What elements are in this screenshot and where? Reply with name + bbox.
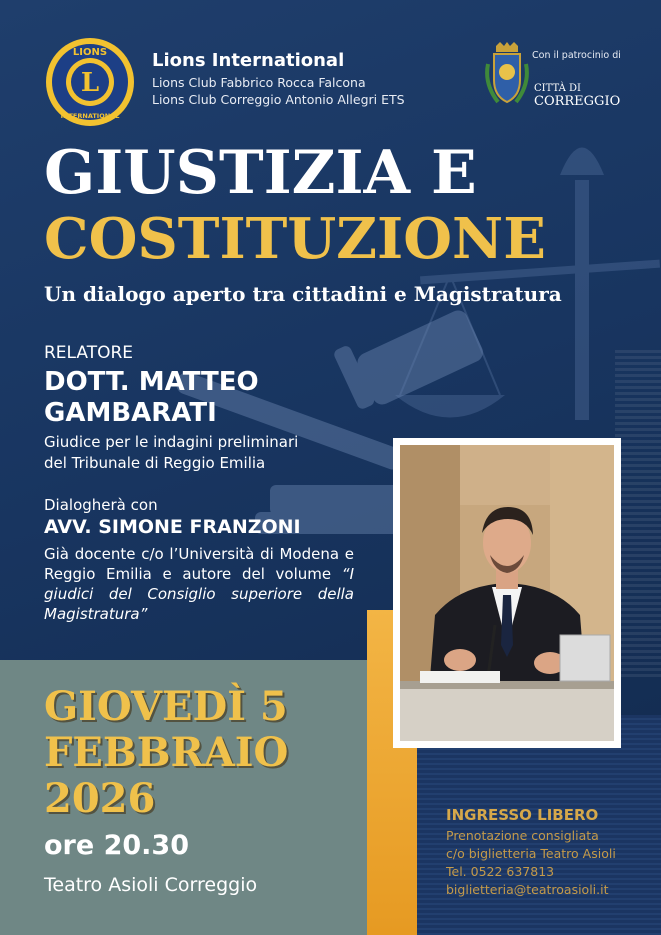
patronage-label: Con il patrocinio di [532,50,621,61]
entry-label: INGRESSO LIBERO [446,806,599,824]
ticket-info-line: Prenotazione consigliata [446,828,599,843]
speaker-role-line-2: del Tribunale di Reggio Emilia [44,454,266,472]
speaker-name-line-1: DOTT. MATTEO [44,367,259,397]
logo-letter: L [80,68,100,98]
guest-description-text: Già docente c/o l’Università di Modena e Reggio Emilia e autore del volume [44,545,354,583]
date-line-2: FEBBRAIO [44,729,289,776]
correggio-crest-icon [482,40,532,108]
speaker-label: RELATORE [44,343,134,363]
logo-top-text: LIONS [72,47,108,58]
title-line-1: GIUSTIZIA E [44,138,477,208]
title-line-2: COSTITUZIONE [44,206,546,272]
city-prefix: CITTÀ DI [534,83,581,94]
guest-name: AVV. SIMONE FRANZONI [44,516,301,538]
speaker-name [44,367,259,429]
club-name-1: Lions Club Fabbrico Rocca Falcona [152,75,366,90]
decorative-stripes [615,350,661,680]
club-name-2: Lions Club Correggio Antonio Allegri ETS [152,92,405,107]
speaker-role [44,432,298,474]
event-venue: Teatro Asioli Correggio [44,874,258,896]
org-title: Lions International [152,50,345,71]
speaker-photo [400,445,614,741]
date-line-1: GIOVEDÌ 5 [44,683,288,730]
ticket-phone: Tel. 0522 637813 [446,864,555,879]
logo-bottom-text: INTERNATIONAL [60,112,120,120]
city-name: CORREGGIO [534,94,621,109]
ticket-info-line: c/o biglietteria Teatro Asioli [446,846,616,861]
lions-logo [44,36,136,128]
speaker-role-line-1: Giudice per le indagini preliminari [44,433,299,451]
book-title: “I giudici del Consiglio superiore della Magistratura” [44,565,354,623]
subtitle: Un dialogo aperto tra cittadini e Magistratura [44,282,562,306]
speaker-name-line-2: GAMBARATI [44,398,217,428]
ticket-email: biglietteria@teatroasioli.it [446,882,609,897]
date-line-3: 2026 [44,775,156,822]
event-time: ore 20.30 [44,830,189,861]
guest-intro: Dialogherà con [44,496,158,514]
tickets-panel [417,715,661,935]
guest-description [44,544,354,624]
